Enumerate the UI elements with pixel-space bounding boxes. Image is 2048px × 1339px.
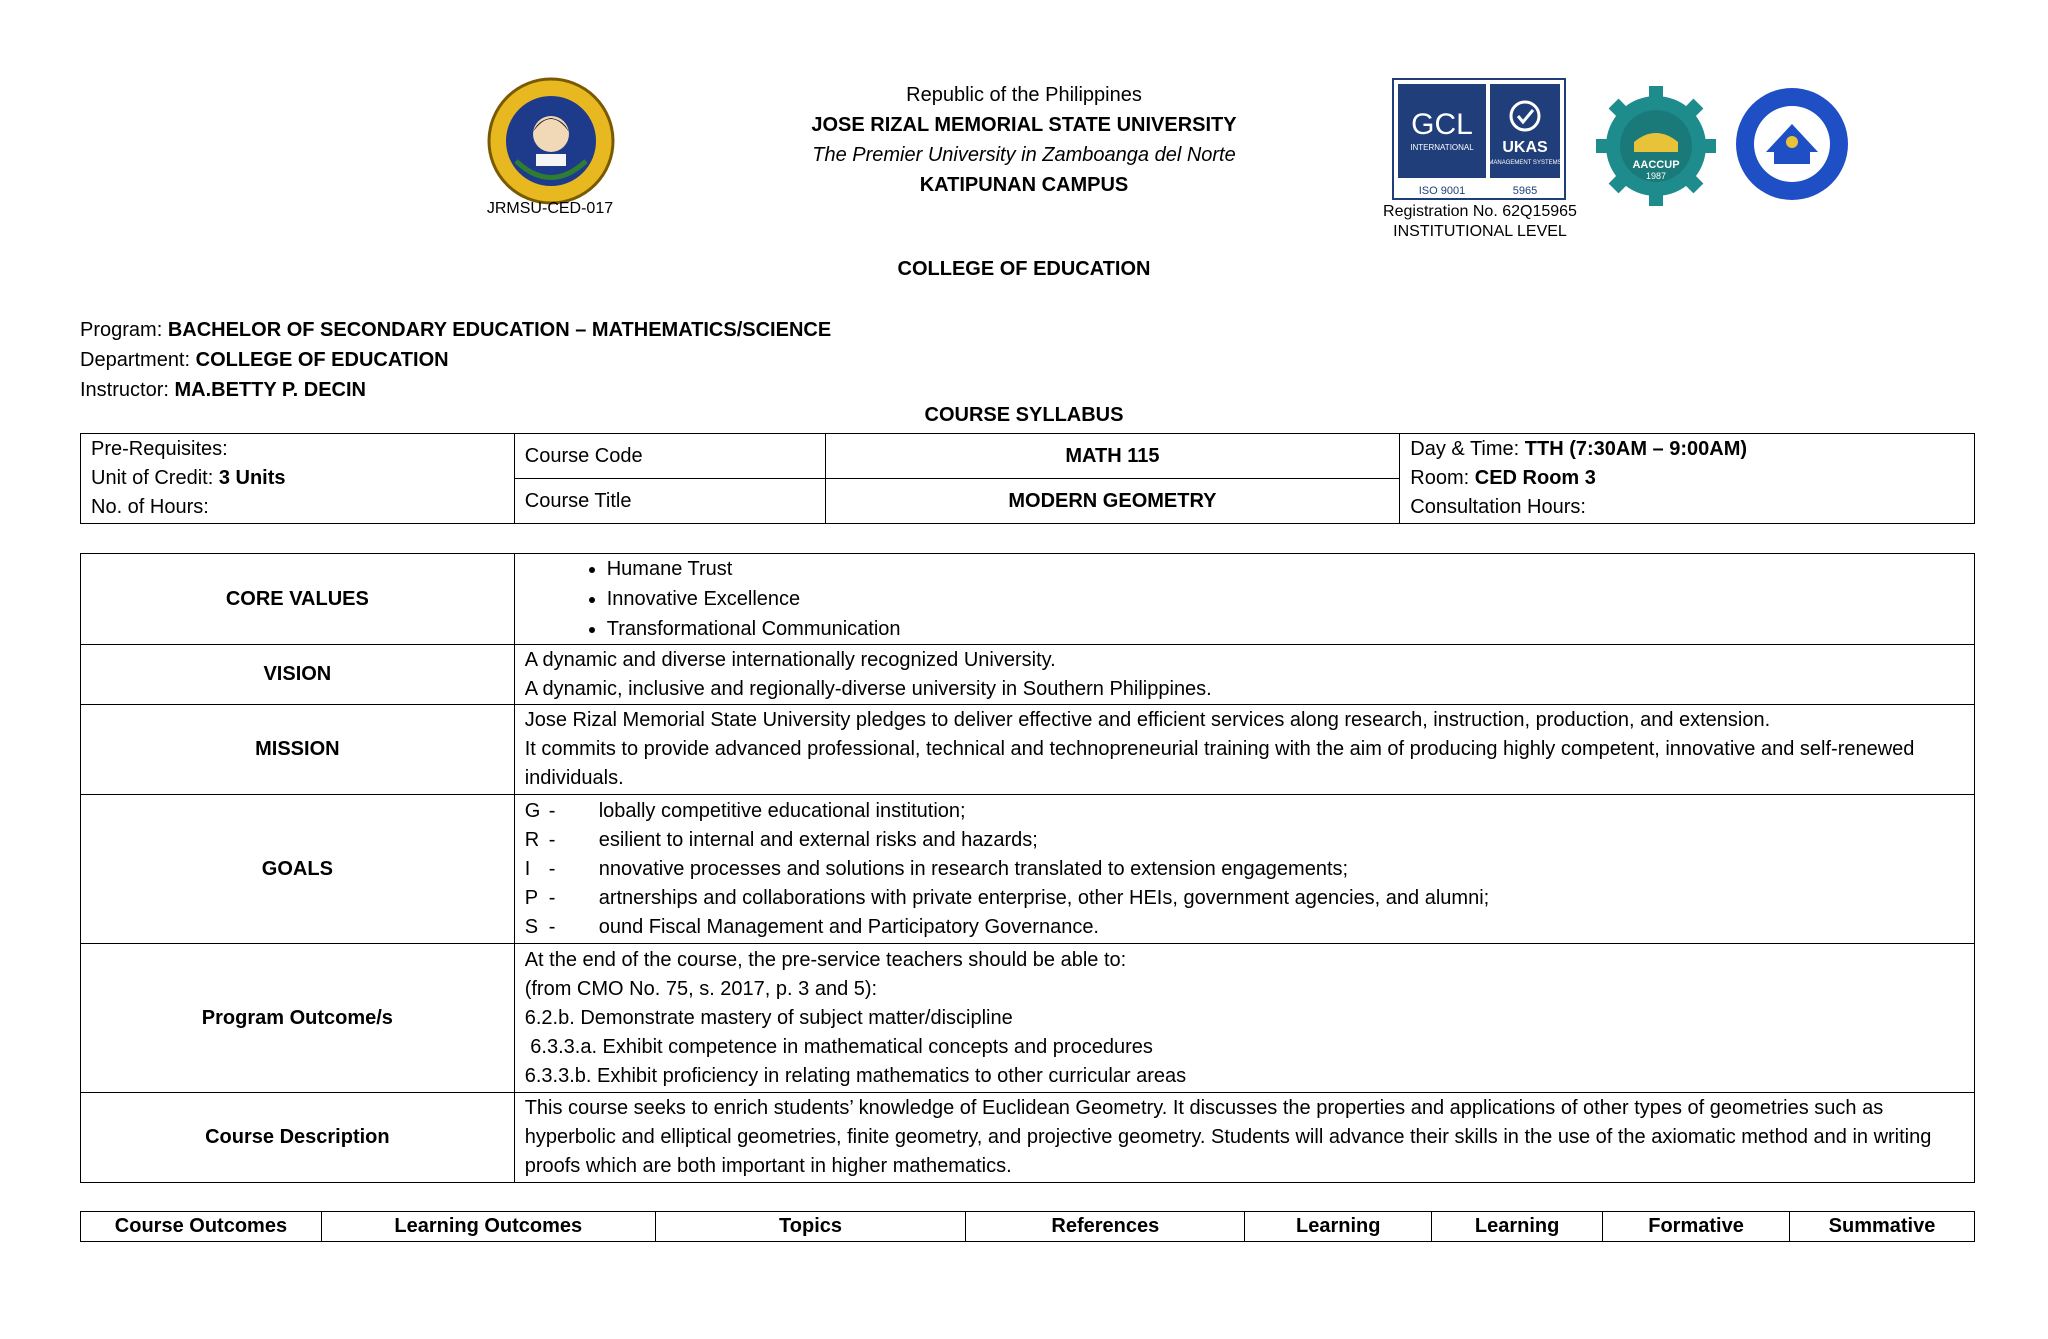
core-values-list bbox=[525, 554, 1964, 644]
goal-text: artnerships and collaborations with private enterprise, other HEIs, government agencies, and alumni; bbox=[598, 886, 1490, 909]
instructor-value: MA.BETTY P. DECIN bbox=[174, 379, 366, 401]
goal-dash: - bbox=[548, 857, 556, 880]
vision-label: VISION bbox=[81, 645, 515, 705]
course-code-label: Course Code bbox=[514, 434, 825, 479]
goal-item bbox=[525, 855, 1964, 884]
program-outcome-line: 6.2.b. Demonstrate mastery of subject matter/discipline bbox=[524, 1006, 1013, 1029]
mission-line: It commits to provide advanced professional, technical and technopreneurial training with the aim of producing highly competent, innovative and self-renewed individuals. bbox=[524, 738, 1915, 789]
course-description-text: This course seeks to enrich students’ knowledge of Euclidean Geometry. It discusses the properties and applications of other types of geometries such as hyperbolic and elliptical geometries, finite geometry, and projective geometry. Students will advance their skills in the use of the axiomatic method and in writing proofs which are both important in higher mathematics. bbox=[514, 1093, 1974, 1183]
gcl-text: GCL bbox=[1411, 108, 1473, 141]
program-value: BACHELOR OF SECONDARY EDUCATION – MATHEMATICS/SCIENCE bbox=[167, 319, 832, 341]
university-tagline: The Premier University in Zamboanga del Norte bbox=[812, 144, 1236, 166]
registration-info bbox=[1350, 202, 1610, 242]
goal-item bbox=[525, 913, 1964, 942]
day-time-label: Day & Time: bbox=[1410, 438, 1520, 460]
campus-name: KATIPUNAN CAMPUS bbox=[919, 174, 1129, 196]
mission-content bbox=[514, 705, 1974, 795]
university-name: JOSE RIZAL MEMORIAL STATE UNIVERSITY bbox=[811, 114, 1237, 136]
goal-text: lobally competitive educational institution; bbox=[598, 799, 966, 822]
mission-label: MISSION bbox=[81, 705, 515, 795]
core-values-row bbox=[81, 554, 1975, 645]
goal-letter: G bbox=[524, 799, 541, 822]
core-value-item: • Innovative Excellence bbox=[607, 584, 1964, 614]
unit-of-credit bbox=[91, 464, 504, 493]
vision-content bbox=[514, 645, 1974, 705]
program-outcomes-label: Program Outcome/s bbox=[81, 944, 515, 1093]
course-description-row bbox=[81, 1093, 1975, 1183]
department-label: Department: bbox=[80, 349, 191, 371]
course-description-label: Course Description bbox=[81, 1093, 515, 1183]
aaccup-text: AACCUP bbox=[1632, 159, 1680, 171]
header-learning-1: Learning bbox=[1245, 1212, 1432, 1242]
header-references: References bbox=[966, 1212, 1245, 1242]
goals-label: GOALS bbox=[81, 795, 515, 944]
iso-number-text: 5965 bbox=[1512, 185, 1538, 197]
consultation-hours-label: Consultation Hours: bbox=[1410, 496, 1586, 518]
header-learning-2: Learning bbox=[1432, 1212, 1603, 1242]
goals-content bbox=[514, 795, 1974, 944]
vmgo-table bbox=[80, 553, 1975, 1183]
college-heading: COLLEGE OF EDUCATION bbox=[897, 258, 1151, 280]
course-outcomes-table bbox=[80, 1211, 1975, 1242]
core-values-label: CORE VALUES bbox=[81, 554, 515, 645]
goal-letter: I bbox=[524, 857, 531, 880]
program-outcomes-row bbox=[81, 944, 1975, 1093]
core-values-content bbox=[514, 554, 1974, 645]
program-outcome-line: (from CMO No. 75, s. 2017, p. 3 and 5): bbox=[524, 977, 878, 1000]
program-outcome-line: At the end of the course, the pre-service teachers should be able to: bbox=[524, 948, 1127, 971]
goal-dash: - bbox=[548, 828, 556, 851]
goal-dash: - bbox=[548, 886, 556, 909]
course-prerequisites-cell bbox=[81, 434, 515, 524]
vision-line: A dynamic, inclusive and regionally-diverse university in Southern Philippines. bbox=[524, 677, 1212, 700]
hours-label: No. of Hours: bbox=[91, 496, 209, 518]
goal-letter: P bbox=[524, 886, 539, 909]
goal-dash: - bbox=[548, 799, 556, 822]
unit-value: 3 Units bbox=[218, 467, 286, 489]
document-code: JRMSU-CED-017 bbox=[486, 200, 614, 217]
goal-letter: R bbox=[524, 828, 540, 851]
goals-row bbox=[81, 795, 1975, 944]
course-info-table bbox=[80, 433, 1975, 524]
room-label: Room: bbox=[1410, 467, 1470, 489]
instructor-label: Instructor: bbox=[80, 379, 169, 401]
day-time-value: TTH (7:30AM – 9:00AM) bbox=[1524, 438, 1748, 460]
aaccup-year-text: 1987 bbox=[1645, 171, 1667, 181]
program-line bbox=[80, 315, 831, 345]
department-value: COLLEGE OF EDUCATION bbox=[195, 349, 449, 371]
goal-item bbox=[525, 797, 1964, 826]
republic-line: Republic of the Philippines bbox=[906, 84, 1142, 106]
course-code-value: MATH 115 bbox=[825, 434, 1400, 479]
program-outcome-line: 6.3.3.a. Exhibit competence in mathematical concepts and procedures bbox=[524, 1035, 1153, 1058]
header-topics: Topics bbox=[655, 1212, 966, 1242]
gcl-sub-text: INTERNATIONAL bbox=[1410, 143, 1474, 152]
goal-item bbox=[525, 826, 1964, 855]
registration-number: Registration No. 62Q15965 bbox=[1383, 203, 1577, 220]
vision-line: A dynamic and diverse internationally recognized University. bbox=[524, 648, 1056, 671]
schedule-cell bbox=[1400, 434, 1975, 524]
iso-certification-badge-icon bbox=[1392, 78, 1566, 200]
header-course-outcomes: Course Outcomes bbox=[81, 1212, 322, 1242]
prerequisites-label: Pre-Requisites: bbox=[91, 438, 228, 460]
aaccup-logo-icon bbox=[1594, 84, 1718, 208]
goal-text: esilient to internal and external risks and hazards; bbox=[598, 828, 1038, 851]
room bbox=[1410, 464, 1964, 493]
course-title-label: Course Title bbox=[514, 479, 825, 524]
header-learning-outcomes: Learning Outcomes bbox=[321, 1212, 655, 1242]
room-value: CED Room 3 bbox=[1474, 467, 1596, 489]
core-value-item: • Humane Trust bbox=[607, 554, 1964, 584]
instructor-line bbox=[80, 375, 366, 405]
program-outcome-line: 6.3.3.b. Exhibit proficiency in relating mathematics to other curricular areas bbox=[524, 1064, 1187, 1087]
mission-line: Jose Rizal Memorial State University pledges to deliver effective and efficient services along research, instruction, production, and extension. bbox=[524, 709, 1771, 731]
course-syllabus-title: COURSE SYLLABUS bbox=[924, 404, 1124, 426]
mission-row bbox=[81, 705, 1975, 795]
unit-label: Unit of Credit: bbox=[91, 467, 214, 489]
core-value-item: • Transformational Communication bbox=[607, 614, 1964, 644]
header-summative: Summative bbox=[1790, 1212, 1975, 1242]
goal-item bbox=[525, 884, 1964, 913]
ukas-text: UKAS bbox=[1502, 139, 1548, 156]
department-line bbox=[80, 345, 449, 375]
institutional-level: INSTITUTIONAL LEVEL bbox=[1393, 223, 1567, 240]
header-formative: Formative bbox=[1603, 1212, 1790, 1242]
goal-text: nnovative processes and solutions in research translated to extension engagements; bbox=[598, 857, 1349, 880]
goal-letter: S bbox=[524, 915, 539, 938]
day-time bbox=[1410, 435, 1964, 464]
goal-dash: - bbox=[548, 915, 556, 938]
ukas-sub-text: MANAGEMENT SYSTEMS bbox=[1488, 160, 1562, 166]
college-of-education-logo-icon bbox=[1734, 86, 1850, 202]
iso-text: ISO 9001 bbox=[1418, 185, 1466, 197]
vision-row bbox=[81, 645, 1975, 705]
goal-text: ound Fiscal Management and Participatory Governance. bbox=[598, 915, 1099, 938]
program-outcomes-content bbox=[514, 944, 1974, 1093]
course-title-value: MODERN GEOMETRY bbox=[825, 479, 1400, 524]
program-label: Program: bbox=[80, 319, 163, 341]
